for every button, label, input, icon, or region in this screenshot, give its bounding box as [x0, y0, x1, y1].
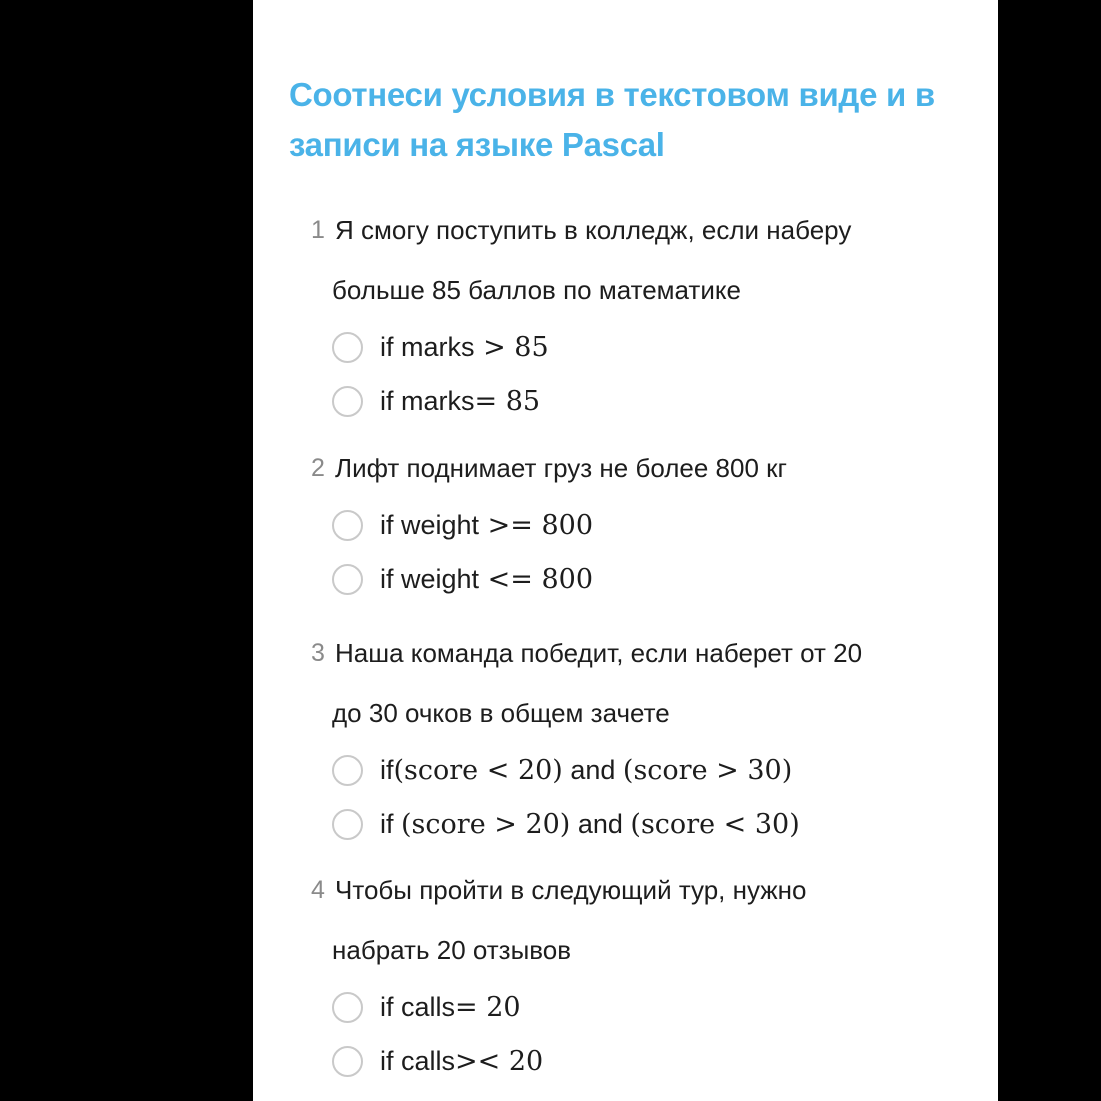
question-line-1: Я смогу поступить в колледж, если наберу — [335, 215, 852, 245]
option-label: if weight >= 800 — [380, 509, 594, 541]
question-line-2: до 30 очков в общем зачете — [332, 698, 670, 728]
option-q2-a[interactable] — [311, 498, 931, 552]
radio-button[interactable] — [332, 564, 363, 595]
question-number: 4 — [311, 876, 325, 904]
option-q1-b[interactable] — [311, 374, 931, 428]
question-line-1: Лифт поднимает груз не более 800 кг — [335, 453, 788, 483]
option-q1-a[interactable] — [311, 320, 931, 374]
question-3 — [311, 623, 931, 851]
radio-button[interactable] — [332, 510, 363, 541]
question-line-2: больше 85 баллов по математике — [332, 275, 741, 305]
option-label: if (score > 20) and (score < 30) — [380, 808, 800, 840]
question-number: 2 — [311, 454, 325, 482]
radio-button[interactable] — [332, 386, 363, 417]
question-text — [311, 438, 931, 498]
option-q2-b[interactable] — [311, 552, 931, 606]
quiz-panel — [253, 0, 998, 1101]
option-label: if marks= 85 — [380, 385, 541, 417]
question-4 — [311, 860, 931, 1088]
option-label: if calls= 20 — [380, 991, 521, 1023]
option-label: if(score < 20) and (score > 30) — [380, 754, 793, 786]
page-title: Соотнеси условия в текстовом виде и в записи на языке Pascal — [289, 76, 935, 163]
option-label: if marks > 85 — [380, 331, 549, 363]
radio-button[interactable] — [332, 992, 363, 1023]
question-text — [311, 200, 931, 320]
question-text — [311, 860, 931, 980]
question-1 — [311, 200, 931, 428]
option-label: if calls>< 20 — [380, 1045, 544, 1077]
option-q3-a[interactable] — [311, 743, 931, 797]
question-2 — [311, 438, 931, 606]
option-q4-a[interactable] — [311, 980, 931, 1034]
radio-button[interactable] — [332, 1046, 363, 1077]
option-q3-b[interactable] — [311, 797, 931, 851]
option-label: if weight <= 800 — [380, 563, 594, 595]
radio-button[interactable] — [332, 755, 363, 786]
question-line-1: Наша команда победит, если наберет от 20 — [335, 638, 863, 668]
question-line-2: набрать 20 отзывов — [332, 935, 572, 965]
option-q4-b[interactable] — [311, 1034, 931, 1088]
radio-button[interactable] — [332, 809, 363, 840]
question-number: 3 — [311, 639, 325, 667]
radio-button[interactable] — [332, 332, 363, 363]
question-number: 1 — [311, 216, 325, 244]
question-text — [311, 623, 931, 743]
question-line-1: Чтобы пройти в следующий тур, нужно — [335, 875, 807, 905]
